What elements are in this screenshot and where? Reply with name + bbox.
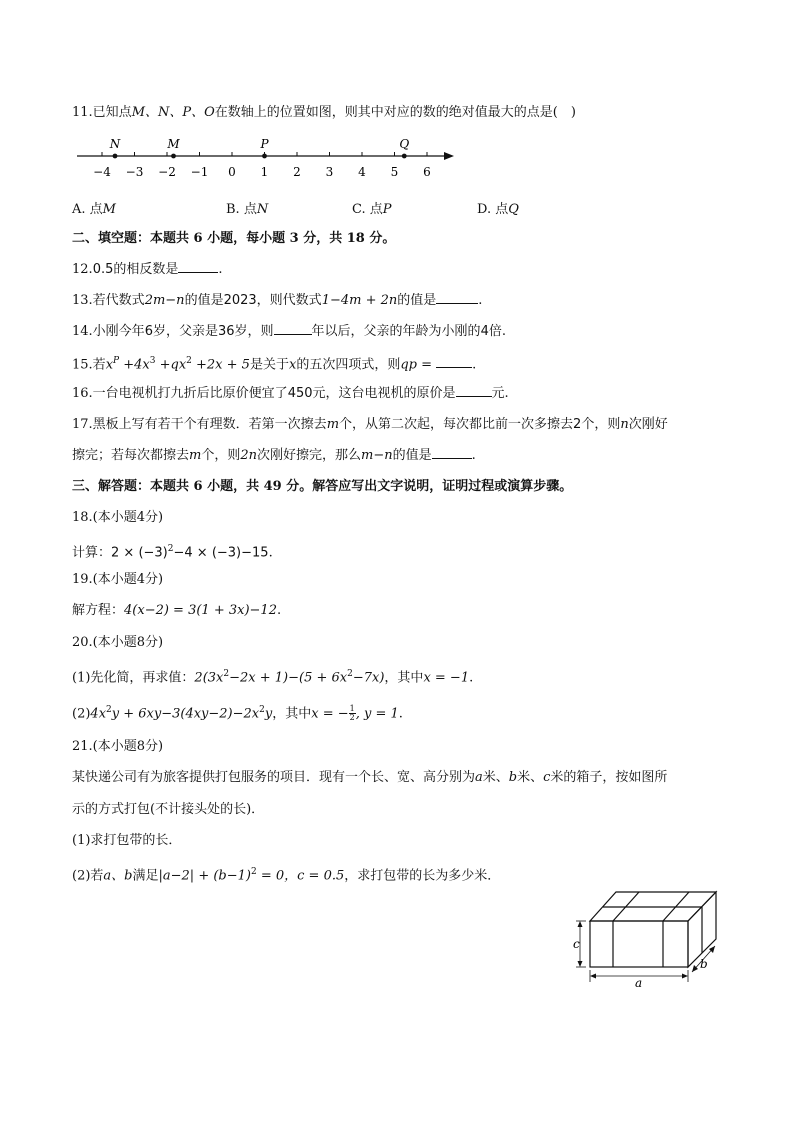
q18-body: 计算：$2 \times (-3)^2-4 \times (-3)-15$. — [72, 544, 273, 561]
q11-option-a[interactable]: A. 点M — [72, 202, 116, 217]
q21-part2: (2)若a、b满足$|a-2| + (b-1)^2 = 0$，c = 0.5，求打包带的长为多少米． — [72, 867, 501, 884]
number-line-figure — [72, 136, 472, 186]
axis-tick-label: 5 — [390, 165, 399, 179]
axis-tick-label: −1 — [190, 165, 209, 179]
point-label-n: N — [109, 137, 121, 151]
axis-tick-label: 3 — [325, 165, 334, 179]
q12: 12.0.5的相反数是 . — [72, 262, 223, 277]
q21-line1: 某快递公司有为旅客提供打包服务的项目．现有一个长、宽、高分别为a米、b米、c米的箱子，按如图所 — [72, 770, 668, 785]
q19-body: 解方程：4(x−2) = 3(1 + 3x)−12. — [72, 603, 282, 618]
q21-header: 21.(本小题8分) — [72, 739, 164, 754]
axis-tick-label: 1 — [260, 165, 269, 179]
axis-tick-label: −2 — [158, 165, 176, 179]
point-p — [262, 154, 267, 159]
axis-tick-label: 0 — [228, 165, 236, 179]
q11-stem: 11.已知点M、N、P、O在数轴上的位置如图，则其中对应的数的绝对值最大的点是( ) — [72, 105, 576, 120]
answer-blank[interactable] — [436, 291, 478, 304]
point-label-q: Q — [399, 137, 410, 151]
q11-option-d[interactable]: D. 点Q — [477, 202, 519, 217]
axis-tick-label: 2 — [293, 165, 301, 179]
q18-header: 18.(本小题4分) — [72, 510, 164, 525]
fraction-half: $\frac{1}{2}$ — [349, 704, 355, 723]
answer-blank[interactable] — [436, 355, 472, 368]
q11-option-c[interactable]: C. 点P — [352, 202, 392, 217]
answer-blank[interactable] — [456, 384, 492, 397]
number-line-arrow — [444, 152, 454, 160]
dimension-b-label: b — [700, 957, 708, 971]
q16: 16.一台电视机打九折后比原价便宜了450元，这台电视机的原价是 元. — [72, 386, 509, 401]
q20-part1: (1)先化简，再求值：$2(3x^2-2x + 1)-(5 + 6x^2-7x)$，其中x = −1. — [72, 669, 474, 686]
axis-tick-label: −3 — [125, 165, 144, 179]
q20-header: 20.(本小题8分) — [72, 635, 164, 650]
box-front-face — [590, 921, 688, 967]
q13: 13.若代数式2m−n的值是2023，则代数式1−4m + 2n的值是 . — [72, 293, 483, 308]
axis-tick-label: 6 — [423, 165, 431, 179]
q15: 15.若$x^P +4x^3 +qx^2 +2x + 5$是关于x的五次四项式，则qp = . — [72, 356, 477, 373]
package-box-figure — [570, 886, 730, 991]
q14: 14.小刚今年6岁，父亲是36岁，则 年以后，父亲的年龄为小刚的4倍. — [72, 324, 506, 339]
axis-tick-label: 4 — [358, 165, 366, 179]
q17-line2: 擦完；若每次都擦去m个，则2n次刚好擦完，那么m−n的值是 . — [72, 448, 476, 463]
point-q — [402, 154, 407, 159]
answer-blank[interactable] — [178, 260, 218, 273]
point-m — [171, 154, 176, 159]
dimension-c-label: c — [573, 937, 580, 951]
q17-line1: 17.黑板上写有若干个有理数．若第一次擦去m个，从第二次起，每次都比前一次多擦去2个，则n次刚好 — [72, 417, 668, 432]
q11-option-b[interactable]: B. 点N — [226, 202, 269, 217]
q20-part2: $(2)4x^2y + 6xy-3(4xy-2)-2x^2y$，其中x = − $\frac{1}{2}$ , y = 1. — [72, 704, 403, 723]
section3-title: 三、解答题：本题共 6 小题，共 49 分。解答应写出文字说明，证明过程或演算步骤。 — [72, 479, 573, 494]
q21-line2: 示的方式打包(不计接头处的长)． — [72, 802, 265, 817]
point-n — [113, 154, 118, 159]
dimension-a-label: a — [635, 976, 643, 990]
q19-header: 19.(本小题4分) — [72, 572, 164, 587]
answer-blank[interactable] — [432, 446, 472, 459]
axis-tick-label: −4 — [93, 165, 111, 179]
section2-title: 二、填空题：本题共 6 小题，每小题 3 分，共 18 分。 — [72, 231, 396, 246]
q21-part1: (1)求打包带的长． — [72, 833, 182, 848]
answer-blank[interactable] — [274, 322, 312, 335]
point-label-m: M — [167, 137, 180, 151]
point-label-p: P — [260, 137, 269, 151]
